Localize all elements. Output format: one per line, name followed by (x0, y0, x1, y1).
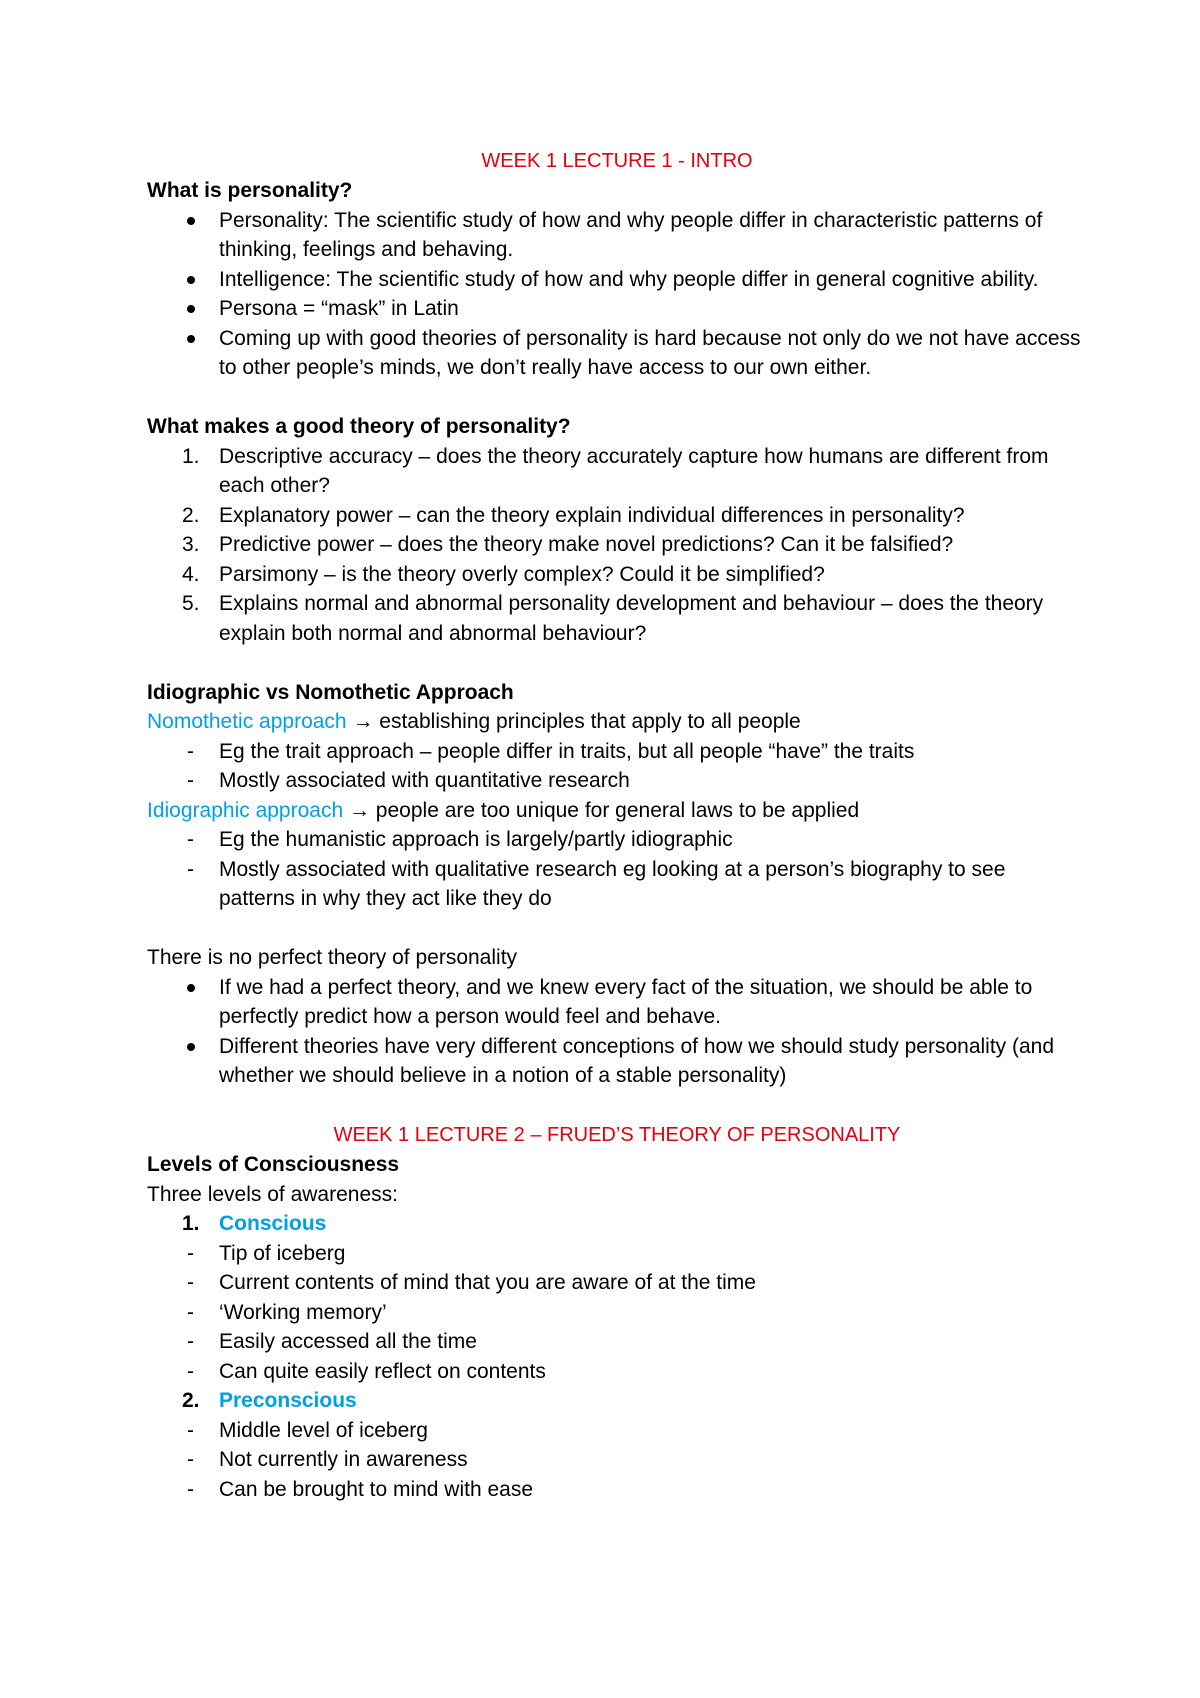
list-number: 2. (182, 503, 200, 527)
list-item (147, 1386, 1087, 1416)
list-item: Personality: The scientific study of how and why people differ in characteristic patterns of thinking, feelings and behaving. (219, 208, 1043, 261)
spacer (147, 1091, 1087, 1121)
what-is-personality-heading: What is personality? (147, 179, 353, 202)
nomothetic-term: Nomothetic approach (147, 710, 347, 733)
dash-marker: - (187, 769, 194, 792)
spacer (147, 383, 1087, 413)
list-item: - Current contents of mind that you are aware of at the time (147, 1268, 1087, 1298)
dash-marker: - (187, 1271, 194, 1294)
list-item: If we had a perfect theory, and we knew every fact of the situation, we should be able to perfectly predict how a person would feel and behave. (219, 975, 1033, 1028)
idiographic-term: Idiographic approach (147, 798, 344, 822)
nomothetic-line: Nomothetic approach → establishing principles that apply to all people (147, 710, 801, 733)
list-item: - Tip of iceberg (147, 1239, 1087, 1269)
levels-heading: Levels of Consciousness (147, 1153, 400, 1176)
list-number: 1. (182, 1212, 200, 1235)
list-number: 2. (182, 1389, 200, 1412)
list-number: 3. (182, 533, 200, 556)
list-item: Intelligence: The scientific study of how and why people differ in general cognitive ability. (219, 267, 1039, 291)
dash-marker: - (187, 1241, 194, 1265)
list-item: - Easily accessed all the time (147, 1327, 1087, 1357)
list-item: - ‘Working memory’ (147, 1298, 1087, 1328)
list-item: 3. Predictive power – does the theory make novel predictions? Can it be falsified? (147, 530, 1087, 560)
spacer (147, 648, 1087, 678)
list-item: - Mostly associated with qualitative research eg looking at a person’s biography to see patterns in why they act like they do (147, 855, 1087, 914)
list-item: - Not currently in awareness (147, 1445, 1087, 1475)
dash-marker: - (187, 1477, 194, 1501)
lecture-1-title: WEEK 1 LECTURE 1 - INTRO (481, 150, 753, 172)
spacer (147, 914, 1087, 944)
list-item: - Can quite easily reflect on contents (147, 1357, 1087, 1387)
list-item: 4. Parsimony – is the theory overly complex? Could it be simplified? (147, 560, 1087, 590)
list-number: 1. (182, 444, 200, 468)
list-item: - Eg the trait approach – people differ in traits, but all people “have” the traits (147, 737, 1087, 767)
dash-marker: - (187, 1300, 194, 1324)
list-item: - Middle level of iceberg (147, 1416, 1087, 1446)
document-content (147, 146, 1087, 1504)
list-item: 2. Explanatory power – can the theory explain individual differences in personality? (147, 501, 1087, 531)
dash-marker: - (187, 1418, 194, 1442)
list-number: 5. (182, 592, 200, 615)
list-item: Coming up with good theories of personality is hard because not only do we not have access to other people’s minds, we don’t really have access to our own either. (219, 326, 1081, 379)
dash-marker: - (187, 828, 194, 851)
list-item: Persona = “mask” in Latin (219, 297, 459, 320)
list-item: - Eg the humanistic approach is largely/partly idiographic (147, 825, 1087, 855)
list-item: - Can be brought to mind with ease (147, 1475, 1087, 1505)
list-number: 4. (182, 562, 200, 586)
lecture-2-title: WEEK 1 LECTURE 2 – FRUED’S THEORY OF PERSONALITY (333, 1124, 901, 1146)
preconscious-label: Preconscious (219, 1389, 357, 1412)
dash-marker: - (187, 1448, 194, 1471)
list-item (147, 1209, 1087, 1239)
dash-marker: - (187, 857, 194, 881)
list-item: 5. Explains normal and abnormal personality development and behaviour – does the theory explain both normal and abnormal behaviour? (147, 589, 1087, 648)
list-item: 1. Descriptive accuracy – does the theory accurately capture how humans are different from each other? (147, 442, 1087, 501)
good-theory-heading: What makes a good theory of personality? (147, 415, 571, 438)
no-perfect-theory-heading: There is no perfect theory of personality (147, 946, 518, 969)
list-item: Different theories have very different conceptions of how we should study personality (and whether we should believe in a notion of a stable personality) (219, 1034, 1055, 1087)
list-item: - Mostly associated with quantitative research (147, 766, 1087, 796)
dash-marker: - (187, 1359, 194, 1383)
dash-marker: - (187, 739, 194, 763)
levels-intro: Three levels of awareness: (147, 1182, 398, 1206)
dash-marker: - (187, 1330, 194, 1353)
approaches-heading: Idiographic vs Nomothetic Approach (147, 680, 514, 704)
idiographic-line: Idiographic approach → people are too unique for general laws to be applied (147, 798, 860, 822)
conscious-label: Conscious (219, 1212, 327, 1235)
